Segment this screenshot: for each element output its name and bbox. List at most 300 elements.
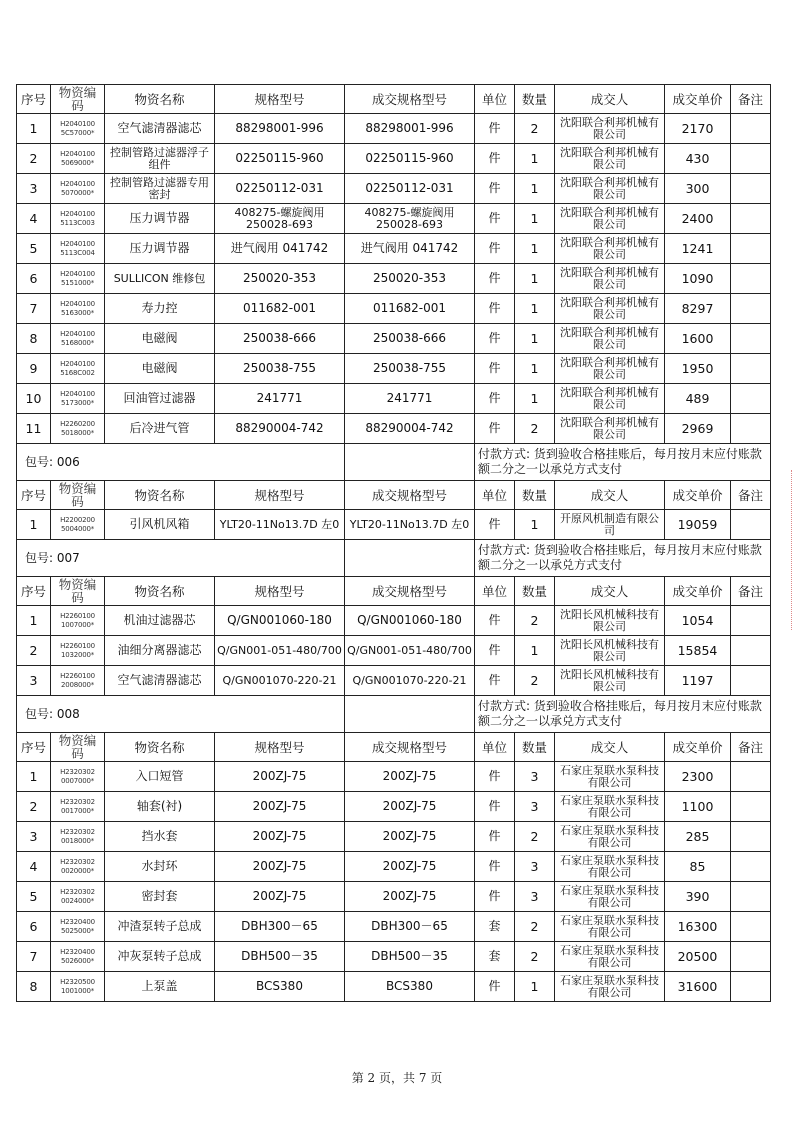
seq-cell: 7 [17,294,51,324]
table-row [17,354,771,384]
header-row [17,481,771,510]
spec-cell: Q/GN001060-180 [215,606,345,636]
unit-cell: 件 [475,510,515,540]
supplier-cell: 沈阳长风机械科技有限公司 [555,666,665,696]
supplier-cell: 沈阳联合利邦机械有限公司 [555,384,665,414]
header-row [17,577,771,606]
supplier-cell: 石家庄泵联水泵科技有限公司 [555,792,665,822]
note-cell [731,234,771,264]
supplier-cell: 沈阳联合利邦机械有限公司 [555,414,665,444]
price-cell: 1100 [665,792,731,822]
unit-cell: 件 [475,324,515,354]
header-seq: 序号 [17,481,51,510]
note-cell [731,414,771,444]
seq-cell: 7 [17,942,51,972]
price-cell: 430 [665,144,731,174]
deal-spec-cell: 200ZJ-75 [345,792,475,822]
qty-cell: 3 [515,762,555,792]
payment-terms: 付款方式: 货到验收合格挂账后，每月按月末应付账款额二分之一以承兑方式支付 [475,444,771,481]
price-cell: 390 [665,882,731,912]
spec-cell: YLT20-11No13.7D 左0 [215,510,345,540]
note-cell [731,294,771,324]
header-seq: 序号 [17,85,51,114]
unit-cell: 件 [475,882,515,912]
header-qty: 数量 [515,577,555,606]
table-row [17,852,771,882]
seq-cell: 2 [17,792,51,822]
qty-cell: 1 [515,204,555,234]
spec-cell: 200ZJ-75 [215,762,345,792]
header-row [17,733,771,762]
spec-cell: 241771 [215,384,345,414]
note-cell [731,324,771,354]
supplier-cell: 石家庄泵联水泵科技有限公司 [555,882,665,912]
seq-cell: 5 [17,882,51,912]
material-name-cell: 冲渣泵转子总成 [105,912,215,942]
material-code-cell: H2320400 5026000* [51,942,105,972]
price-cell: 1241 [665,234,731,264]
table-row [17,324,771,354]
header-seq: 序号 [17,733,51,762]
supplier-cell: 石家庄泵联水泵科技有限公司 [555,942,665,972]
price-cell: 2300 [665,762,731,792]
deal-spec-cell: 200ZJ-75 [345,852,475,882]
unit-cell: 件 [475,636,515,666]
deal-spec-cell: 88290004-742 [345,414,475,444]
package-number: 包号: 006 [17,444,345,481]
deal-spec-cell: Q/GN001-051-480/700 [345,636,475,666]
package-blank [345,444,475,481]
price-cell: 85 [665,852,731,882]
note-cell [731,204,771,234]
table-row [17,972,771,1002]
payment-terms: 付款方式: 货到验收合格挂账后，每月按月末应付账款额二分之一以承兑方式支付 [475,696,771,733]
material-name-cell: 挡水套 [105,822,215,852]
material-name-cell: SULLICON 维修包 [105,264,215,294]
material-name-cell: 密封套 [105,882,215,912]
note-cell [731,606,771,636]
header-code: 物资编码 [51,577,105,606]
spec-cell: 200ZJ-75 [215,852,345,882]
note-cell [731,636,771,666]
table-row [17,204,771,234]
material-name-cell: 后冷进气管 [105,414,215,444]
deal-spec-cell: 88298001-996 [345,114,475,144]
unit-cell: 件 [475,822,515,852]
header-deal-spec: 成交规格型号 [345,577,475,606]
spec-cell: DBH500－35 [215,942,345,972]
header-seq: 序号 [17,577,51,606]
header-note: 备注 [731,733,771,762]
header-spec: 规格型号 [215,85,345,114]
header-price: 成交单价 [665,85,731,114]
material-name-cell: 压力调节器 [105,204,215,234]
material-code-cell: H2320302 0018000* [51,822,105,852]
material-code-cell: H2040100 5168C002 [51,354,105,384]
qty-cell: 1 [515,294,555,324]
material-code-cell: H2320302 0020000* [51,852,105,882]
procurement-table [16,84,771,1002]
material-name-cell: 冲灰泵转子总成 [105,942,215,972]
supplier-cell: 沈阳联合利邦机械有限公司 [555,204,665,234]
header-code: 物资编码 [51,85,105,114]
seq-cell: 1 [17,510,51,540]
header-spec: 规格型号 [215,577,345,606]
header-price: 成交单价 [665,481,731,510]
price-cell: 2400 [665,204,731,234]
seq-cell: 4 [17,204,51,234]
material-code-cell: H2040100 5113C003 [51,204,105,234]
supplier-cell: 沈阳长风机械科技有限公司 [555,606,665,636]
payment-terms: 付款方式: 货到验收合格挂账后，每月按月末应付账款额二分之一以承兑方式支付 [475,540,771,577]
table-row [17,942,771,972]
header-qty: 数量 [515,481,555,510]
supplier-cell: 沈阳联合利邦机械有限公司 [555,234,665,264]
seq-cell: 2 [17,636,51,666]
deal-spec-cell: 250020-353 [345,264,475,294]
material-code-cell: H2320302 0007000* [51,762,105,792]
deal-spec-cell: 200ZJ-75 [345,762,475,792]
header-name: 物资名称 [105,733,215,762]
header-code: 物资编码 [51,481,105,510]
supplier-cell: 沈阳联合利邦机械有限公司 [555,144,665,174]
material-code-cell: H2040100 5069000* [51,144,105,174]
qty-cell: 2 [515,114,555,144]
header-note: 备注 [731,481,771,510]
material-code-cell: H2260100 1007000* [51,606,105,636]
qty-cell: 1 [515,264,555,294]
header-price: 成交单价 [665,733,731,762]
seq-cell: 4 [17,852,51,882]
supplier-cell: 沈阳联合利邦机械有限公司 [555,114,665,144]
table-row [17,822,771,852]
material-code-cell: H2320302 0024000* [51,882,105,912]
note-cell [731,942,771,972]
qty-cell: 3 [515,852,555,882]
deal-spec-cell: BCS380 [345,972,475,1002]
price-cell: 1950 [665,354,731,384]
price-cell: 1197 [665,666,731,696]
material-name-cell: 电磁阀 [105,354,215,384]
package-number: 包号: 007 [17,540,345,577]
material-name-cell: 轴套(衬) [105,792,215,822]
spec-cell: 02250115-960 [215,144,345,174]
supplier-cell: 沈阳联合利邦机械有限公司 [555,264,665,294]
table-row [17,264,771,294]
header-deal-spec: 成交规格型号 [345,733,475,762]
seq-cell: 6 [17,912,51,942]
unit-cell: 件 [475,174,515,204]
material-code-cell: H2040100 5070000* [51,174,105,204]
note-cell [731,792,771,822]
qty-cell: 2 [515,942,555,972]
supplier-cell: 石家庄泵联水泵科技有限公司 [555,972,665,1002]
price-cell: 300 [665,174,731,204]
table-row [17,792,771,822]
unit-cell: 件 [475,204,515,234]
material-name-cell: 寿力控 [105,294,215,324]
price-cell: 20500 [665,942,731,972]
deal-spec-cell: 408275-螺旋阀用 250028-693 [345,204,475,234]
material-code-cell: H2320500 1001000* [51,972,105,1002]
qty-cell: 2 [515,606,555,636]
unit-cell: 件 [475,354,515,384]
spec-cell: 02250112-031 [215,174,345,204]
spec-cell: DBH300－65 [215,912,345,942]
unit-cell: 件 [475,294,515,324]
header-code: 物资编码 [51,733,105,762]
unit-cell: 件 [475,762,515,792]
note-cell [731,510,771,540]
spec-cell: 011682-001 [215,294,345,324]
price-cell: 1090 [665,264,731,294]
spec-cell: 200ZJ-75 [215,792,345,822]
price-cell: 2969 [665,414,731,444]
table-row [17,234,771,264]
unit-cell: 件 [475,144,515,174]
qty-cell: 1 [515,354,555,384]
deal-spec-cell: 011682-001 [345,294,475,324]
table-row [17,414,771,444]
seq-cell: 10 [17,384,51,414]
supplier-cell: 沈阳联合利邦机械有限公司 [555,294,665,324]
package-blank [345,540,475,577]
header-note: 备注 [731,85,771,114]
note-cell [731,144,771,174]
deal-spec-cell: 250038-755 [345,354,475,384]
material-code-cell: H2040100 5173000* [51,384,105,414]
header-qty: 数量 [515,85,555,114]
header-name: 物资名称 [105,85,215,114]
price-cell: 15854 [665,636,731,666]
qty-cell: 1 [515,510,555,540]
unit-cell: 件 [475,414,515,444]
material-code-cell: H2040100 5168000* [51,324,105,354]
qty-cell: 3 [515,882,555,912]
table-row [17,294,771,324]
note-cell [731,666,771,696]
deal-spec-cell: 02250115-960 [345,144,475,174]
supplier-cell: 石家庄泵联水泵科技有限公司 [555,852,665,882]
material-code-cell: H2260100 1032000* [51,636,105,666]
material-code-cell: H2320400 5025000* [51,912,105,942]
supplier-cell: 沈阳联合利邦机械有限公司 [555,324,665,354]
material-name-cell: 回油管过滤器 [105,384,215,414]
unit-cell: 件 [475,114,515,144]
material-name-cell: 上泵盖 [105,972,215,1002]
seq-cell: 8 [17,324,51,354]
material-name-cell: 控制管路过滤器浮子组件 [105,144,215,174]
note-cell [731,882,771,912]
qty-cell: 2 [515,666,555,696]
header-supplier: 成交人 [555,577,665,606]
deal-spec-cell: Q/GN001070-220-21 [345,666,475,696]
header-unit: 单位 [475,577,515,606]
material-code-cell: H2320302 0017000* [51,792,105,822]
spec-cell: 250038-755 [215,354,345,384]
qty-cell: 1 [515,324,555,354]
deal-spec-cell: DBH500－35 [345,942,475,972]
material-name-cell: 空气滤清器滤芯 [105,666,215,696]
note-cell [731,114,771,144]
material-name-cell: 压力调节器 [105,234,215,264]
table-row [17,606,771,636]
material-name-cell: 空气滤清器滤芯 [105,114,215,144]
material-name-cell: 电磁阀 [105,324,215,354]
deal-spec-cell: 进气阀用 041742 [345,234,475,264]
table-row [17,912,771,942]
header-supplier: 成交人 [555,481,665,510]
table-row [17,114,771,144]
header-unit: 单位 [475,85,515,114]
unit-cell: 件 [475,972,515,1002]
spec-cell: Q/GN001-051-480/700 [215,636,345,666]
material-code-cell: H2040100 5C57000* [51,114,105,144]
unit-cell: 套 [475,942,515,972]
material-code-cell: H2260100 2008000* [51,666,105,696]
qty-cell: 1 [515,174,555,204]
price-cell: 489 [665,384,731,414]
spec-cell: BCS380 [215,972,345,1002]
price-cell: 19059 [665,510,731,540]
qty-cell: 1 [515,384,555,414]
note-cell [731,174,771,204]
note-cell [731,972,771,1002]
material-code-cell: H2260200 5018000* [51,414,105,444]
seq-cell: 8 [17,972,51,1002]
spec-cell: Q/GN001070-220-21 [215,666,345,696]
unit-cell: 件 [475,852,515,882]
deal-spec-cell: 200ZJ-75 [345,882,475,912]
spec-cell: 进气阀用 041742 [215,234,345,264]
table-row [17,510,771,540]
seq-cell: 2 [17,144,51,174]
package-row [17,444,771,481]
material-code-cell: H2040100 5113C004 [51,234,105,264]
deal-spec-cell: YLT20-11No13.7D 左0 [345,510,475,540]
header-price: 成交单价 [665,577,731,606]
unit-cell: 件 [475,384,515,414]
qty-cell: 3 [515,792,555,822]
material-code-cell: H2040100 5163000* [51,294,105,324]
supplier-cell: 石家庄泵联水泵科技有限公司 [555,822,665,852]
note-cell [731,912,771,942]
table-row [17,762,771,792]
header-name: 物资名称 [105,577,215,606]
supplier-cell: 沈阳联合利邦机械有限公司 [555,174,665,204]
note-cell [731,384,771,414]
header-row [17,85,771,114]
material-code-cell: H2040100 5151000* [51,264,105,294]
supplier-cell: 开原风机制造有限公司 [555,510,665,540]
header-supplier: 成交人 [555,733,665,762]
header-note: 备注 [731,577,771,606]
header-unit: 单位 [475,481,515,510]
note-cell [731,822,771,852]
header-spec: 规格型号 [215,733,345,762]
supplier-cell: 沈阳长风机械科技有限公司 [555,636,665,666]
seq-cell: 3 [17,174,51,204]
table-row [17,666,771,696]
header-name: 物资名称 [105,481,215,510]
seq-cell: 1 [17,762,51,792]
header-deal-spec: 成交规格型号 [345,85,475,114]
material-name-cell: 水封环 [105,852,215,882]
material-name-cell: 油细分离器滤芯 [105,636,215,666]
header-supplier: 成交人 [555,85,665,114]
note-cell [731,354,771,384]
material-code-cell: H2200200 5004000* [51,510,105,540]
spec-cell: 200ZJ-75 [215,882,345,912]
table-row [17,144,771,174]
note-cell [731,762,771,792]
seq-cell: 5 [17,234,51,264]
table-row [17,636,771,666]
price-cell: 2170 [665,114,731,144]
seq-cell: 11 [17,414,51,444]
deal-spec-cell: DBH300－65 [345,912,475,942]
package-number: 包号: 008 [17,696,345,733]
seq-cell: 9 [17,354,51,384]
header-spec: 规格型号 [215,481,345,510]
spec-cell: 250038-666 [215,324,345,354]
unit-cell: 件 [475,234,515,264]
unit-cell: 件 [475,264,515,294]
table-row [17,174,771,204]
page-footer: 第 2 页，共 7 页 [351,1071,443,1085]
qty-cell: 2 [515,414,555,444]
material-name-cell: 控制管路过滤器专用密封 [105,174,215,204]
note-cell [731,264,771,294]
header-unit: 单位 [475,733,515,762]
qty-cell: 2 [515,822,555,852]
spec-cell: 200ZJ-75 [215,822,345,852]
scan-margin-mark [781,470,792,630]
table-row [17,882,771,912]
package-blank [345,696,475,733]
spec-cell: 88298001-996 [215,114,345,144]
seq-cell: 1 [17,606,51,636]
seq-cell: 1 [17,114,51,144]
spec-cell: 408275-螺旋阀用 250028-693 [215,204,345,234]
material-name-cell: 入口短管 [105,762,215,792]
qty-cell: 2 [515,912,555,942]
supplier-cell: 沈阳联合利邦机械有限公司 [555,354,665,384]
unit-cell: 件 [475,606,515,636]
unit-cell: 件 [475,666,515,696]
price-cell: 31600 [665,972,731,1002]
deal-spec-cell: Q/GN001060-180 [345,606,475,636]
table-row [17,384,771,414]
spec-cell: 250020-353 [215,264,345,294]
deal-spec-cell: 200ZJ-75 [345,822,475,852]
header-qty: 数量 [515,733,555,762]
price-cell: 16300 [665,912,731,942]
price-cell: 285 [665,822,731,852]
supplier-cell: 石家庄泵联水泵科技有限公司 [555,762,665,792]
qty-cell: 1 [515,636,555,666]
deal-spec-cell: 02250112-031 [345,174,475,204]
qty-cell: 1 [515,972,555,1002]
package-row [17,696,771,733]
material-name-cell: 机油过滤器芯 [105,606,215,636]
material-name-cell: 引风机风箱 [105,510,215,540]
price-cell: 8297 [665,294,731,324]
seq-cell: 3 [17,822,51,852]
seq-cell: 6 [17,264,51,294]
deal-spec-cell: 250038-666 [345,324,475,354]
seq-cell: 3 [17,666,51,696]
